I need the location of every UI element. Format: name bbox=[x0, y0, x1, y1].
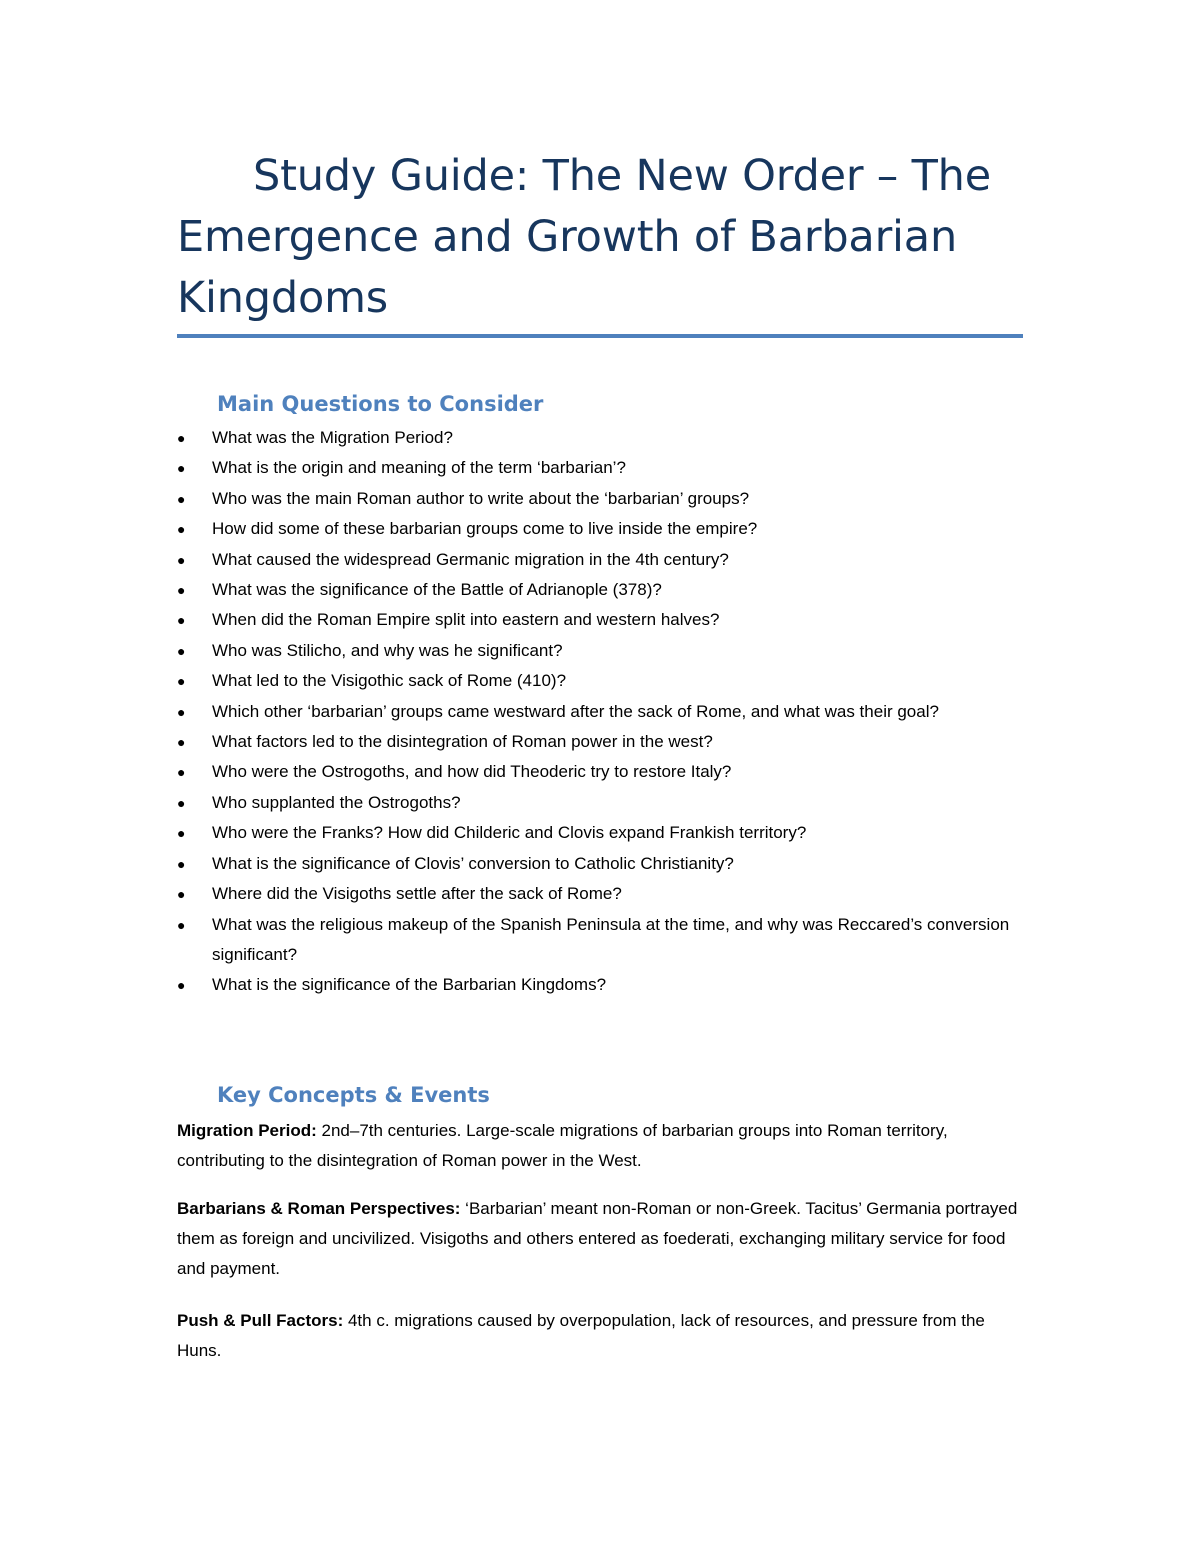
concept-text: 2nd–7th centuries. Large-scale migrations of barbarian groups into Roman territory, contributing to the disintegration of Roman power in the West. bbox=[177, 1121, 948, 1171]
concept-term: Migration Period: bbox=[177, 1121, 317, 1140]
bullet-icon: ● bbox=[177, 460, 186, 477]
question-text: Who was the main Roman author to write about the ‘barbarian’ groups? bbox=[212, 488, 750, 508]
bullet-icon: ● bbox=[177, 551, 186, 568]
question-text: When did the Roman Empire split into eastern and western halves? bbox=[212, 610, 720, 630]
question-text: Which other ‘barbarian’ groups came westward after the sack of Rome, and what was their goal? bbox=[212, 701, 939, 721]
section-heading-concepts: Key Concepts & Events bbox=[217, 1083, 490, 1107]
section-heading-questions: Main Questions to Consider bbox=[217, 392, 544, 416]
bullet-icon: ● bbox=[177, 582, 186, 599]
question-text: What led to the Visigothic sack of Rome (410)? bbox=[212, 671, 567, 691]
bullet-icon: ● bbox=[177, 673, 186, 690]
concept-paragraph-barbarians bbox=[177, 1194, 1023, 1285]
question-text: What was the Migration Period? bbox=[212, 428, 453, 447]
concept-paragraph-push-pull bbox=[177, 1306, 1023, 1366]
question-text: Who was Stilicho, and why was he significant? bbox=[212, 640, 563, 660]
bullet-icon: ● bbox=[177, 521, 186, 538]
bullet-icon: ● bbox=[177, 825, 186, 842]
bullet-icon: ● bbox=[177, 764, 186, 781]
question-text: What is the origin and meaning of the term ‘barbarian’? bbox=[212, 458, 626, 478]
concept-text: 4th c. migrations caused by overpopulation, lack of resources, and pressure from the Huns. bbox=[177, 1311, 985, 1361]
list-item bbox=[177, 514, 1023, 544]
list-item bbox=[177, 575, 1023, 605]
concept-paragraph-migration-period bbox=[177, 1116, 1023, 1176]
title-underline bbox=[177, 334, 1023, 338]
questions-list bbox=[177, 423, 1023, 1001]
list-item bbox=[177, 970, 1023, 1000]
question-text: What was the significance of the Battle of Adrianople (378)? bbox=[212, 580, 662, 600]
question-text: Who were the Franks? How did Childeric and Clovis expand Frankish territory? bbox=[212, 823, 807, 843]
document-title bbox=[177, 146, 1023, 329]
bullet-icon: ● bbox=[177, 703, 186, 720]
question-text: Where did the Visigoths settle after the sack of Rome? bbox=[212, 884, 622, 904]
list-item bbox=[177, 666, 1023, 696]
list-item bbox=[177, 605, 1023, 635]
question-text: What factors led to the disintegration of Roman power in the west? bbox=[212, 732, 713, 752]
list-item bbox=[177, 849, 1023, 879]
bullet-icon: ● bbox=[177, 794, 186, 811]
bullet-icon: ● bbox=[177, 855, 186, 872]
list-item bbox=[177, 879, 1023, 909]
list-item bbox=[177, 545, 1023, 575]
bullet-icon: ● bbox=[177, 642, 186, 659]
document-title-text: Study Guide: The New Order – The Emergence and Growth of Barbarian Kingdoms bbox=[177, 151, 991, 323]
question-text: What is the significance of the Barbarian Kingdoms? bbox=[212, 975, 607, 995]
list-item bbox=[177, 453, 1023, 483]
bullet-icon: ● bbox=[177, 612, 186, 629]
concept-term: Barbarians & Roman Perspectives: bbox=[177, 1199, 461, 1218]
question-text: How did some of these barbarian groups come to live inside the empire? bbox=[212, 519, 758, 539]
list-item bbox=[177, 636, 1023, 666]
bullet-icon: ● bbox=[177, 490, 186, 507]
list-item bbox=[177, 818, 1023, 848]
bullet-icon: ● bbox=[177, 977, 186, 994]
list-item bbox=[177, 423, 1023, 453]
list-item bbox=[177, 757, 1023, 787]
bullet-icon: ● bbox=[177, 916, 186, 933]
concept-term: Push & Pull Factors: bbox=[177, 1311, 344, 1330]
question-text: Who were the Ostrogoths, and how did Theoderic try to restore Italy? bbox=[212, 762, 732, 782]
list-item bbox=[177, 697, 1023, 727]
question-text: Who supplanted the Ostrogoths? bbox=[212, 792, 461, 812]
bullet-icon: ● bbox=[177, 734, 186, 751]
bullet-icon: ● bbox=[177, 430, 186, 446]
concept-text: ‘Barbarian’ meant non-Roman or non-Greek. Tacitus’ Germania portrayed them as foreign and uncivilized. Visigoths and others entered as foederati, exchanging military service for food and payment. bbox=[177, 1199, 1018, 1279]
bullet-icon: ● bbox=[177, 886, 186, 903]
list-item bbox=[177, 910, 1023, 971]
question-text: What is the significance of Clovis’ conversion to Catholic Christianity? bbox=[212, 853, 734, 873]
list-item bbox=[177, 788, 1023, 818]
question-text: What was the religious makeup of the Spanish Peninsula at the time, and why was Reccared’s conversion significant? bbox=[212, 914, 1010, 964]
list-item bbox=[177, 484, 1023, 514]
question-text: What caused the widespread Germanic migration in the 4th century? bbox=[212, 549, 729, 569]
list-item bbox=[177, 727, 1023, 757]
